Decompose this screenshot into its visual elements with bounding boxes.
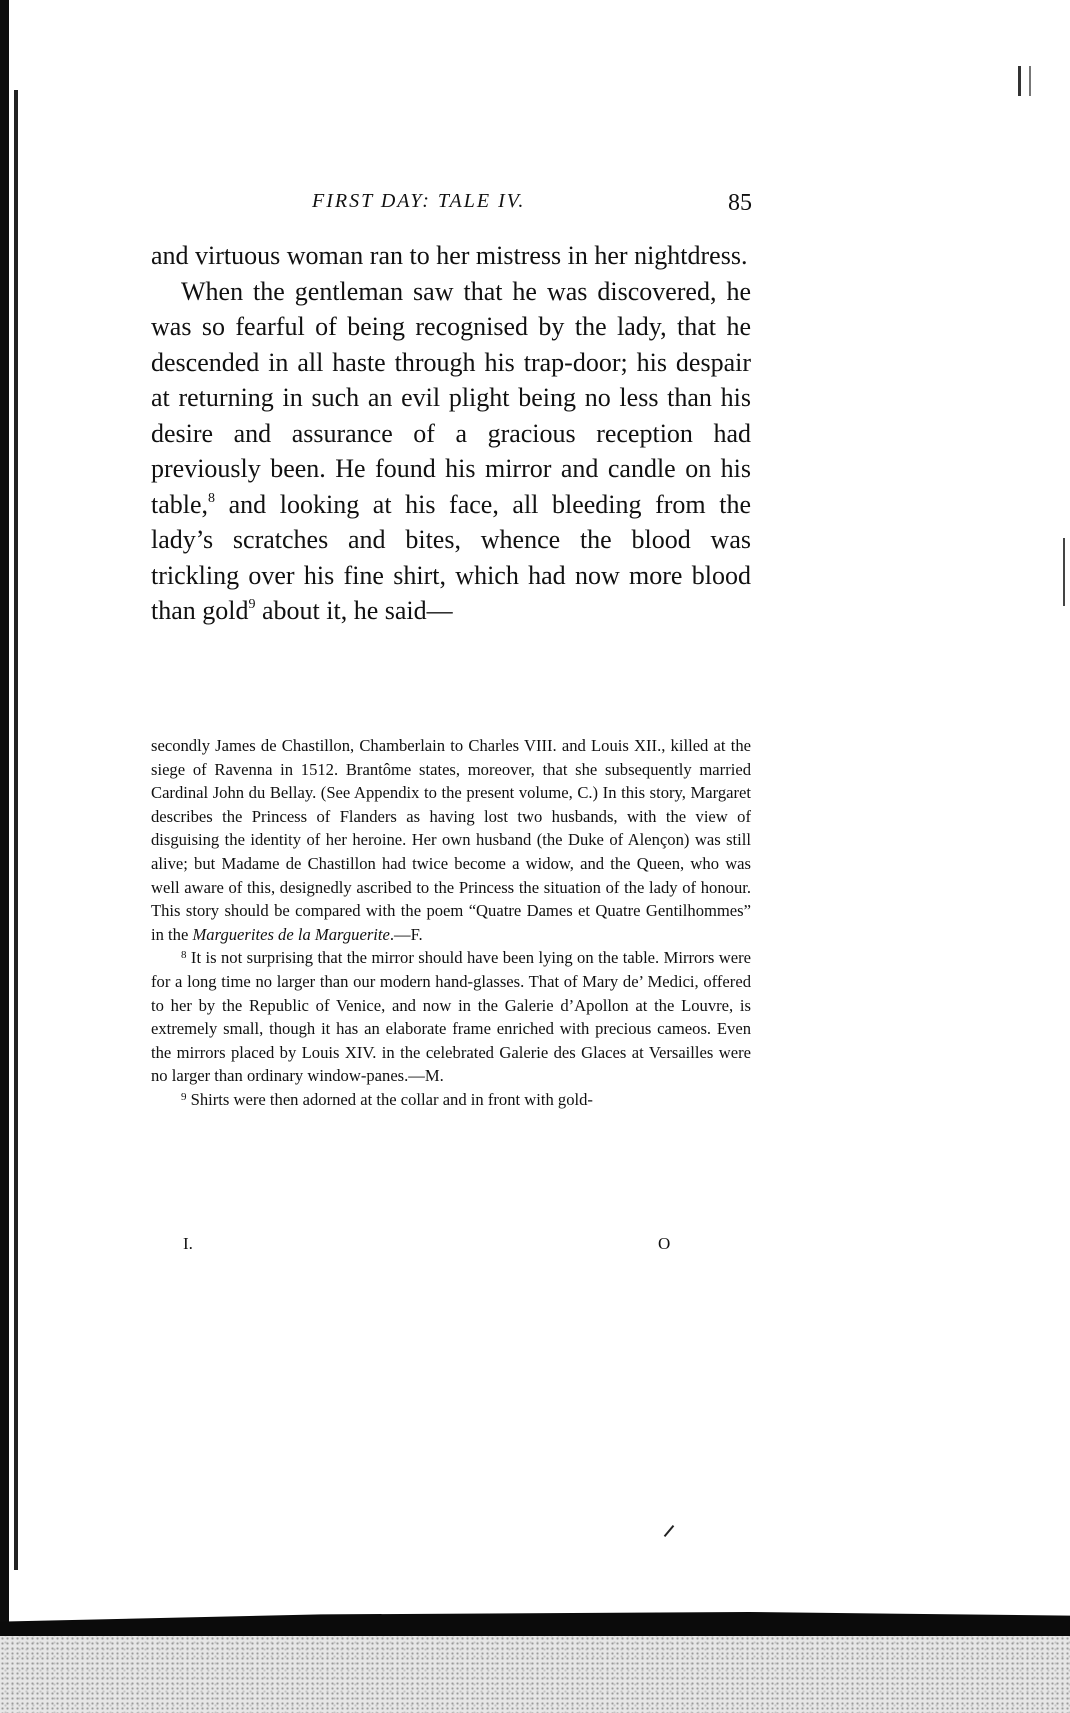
scan-border-bottom [0, 1612, 1070, 1636]
footnote-text: It is not surprising that the mirror should have been lying on the table. Mirrors were for a long time no larger than our modern hand-glasses. That of Mary de’ Medici, offered to her by the Republic of Venice, and now in the Galerie d’Apollon at the Louvre, is extremely small, though it has an elaborate frame enriched with precious cameos. Even the mirrors placed by Louis XIV. in the celebrated Galerie des Glaces at Versailles were no larger than ordinary window-panes.—M. [151, 948, 751, 1086]
scan-stray-mark [664, 1525, 675, 1537]
gathering-signature: O [658, 1234, 671, 1253]
running-header [152, 188, 752, 218]
volume-signature: I. [183, 1234, 193, 1253]
main-text [151, 238, 751, 629]
running-title: FIRST DAY: TALE IV. [312, 190, 526, 212]
footnote-text: secondly James de Chastillon, Chamberlain to Charles VIII. and Louis XII., killed at the siege of Ravenna in 1512. Brantôme states, moreover, that she subsequently married Cardinal John du Bellay. (See Appendix to the present volume, C.) In this story, Margaret describes the Princess of Flanders as having lost two husbands, with the view of disguising the identity of her heroine. Her own husband (the Duke of Alençon) was still alive; but Madame de Chastillon had twice become a widow, and the Queen, who was well aware of this, designedly ascribed to the Princess the situation of the lady of honour. This story should be compared with the poem “Quatre Dames et Quatre Gentilhommes” in the [151, 736, 751, 944]
footnote-number: 8 [181, 949, 187, 962]
scan-margin-rule [1063, 538, 1065, 606]
footnote-9 [151, 1088, 751, 1112]
paragraph-text: When the gentleman saw that he was discovered, he was so fearful of being recognised by the lady, that he descended in all haste through his trap-door; his despair at returning in such an evil plight being no less than his desire and assurance of a gracious reception had previously been. He found his mirror and candle on his table, [151, 276, 751, 519]
scan-border-left-inner [14, 90, 18, 1570]
footnote-reference: 8 [208, 490, 216, 506]
footnotes [151, 734, 751, 1112]
footnote-text: .—F. [389, 924, 423, 944]
footnote-number: 9 [181, 1090, 187, 1103]
page-number: 85 [728, 190, 752, 216]
signature-line [183, 1234, 683, 1258]
scan-noise-strip [0, 1636, 1070, 1713]
scan-border-left [0, 0, 9, 1713]
footnote-continued [151, 734, 751, 946]
paragraph-text: about it, he said— [255, 596, 453, 625]
footnote-italic-title: Marguerites de la Marguerite [192, 924, 390, 944]
paragraph-text: and looking at his face, all bleeding from the lady’s scratches and bites, whence the blood was trickling over his fine shirt, which had now more blood than gold [151, 489, 751, 625]
scan-corner-mark [1018, 66, 1031, 96]
paragraph: and virtuous woman ran to her mistress in her nightdress. [151, 241, 748, 270]
paragraph [151, 274, 751, 629]
footnote-reference: 9 [248, 597, 256, 612]
footnote-8 [151, 946, 751, 1088]
footnote-text: Shirts were then adorned at the collar and in front with gold- [186, 1089, 593, 1109]
